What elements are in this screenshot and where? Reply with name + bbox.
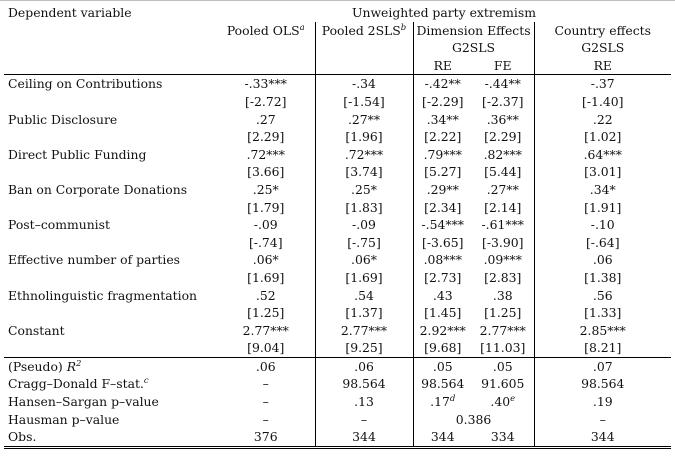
coefficient: .29** — [413, 181, 472, 199]
coefficient: .06 — [534, 251, 671, 269]
t-statistic: [5.44] — [484, 164, 522, 180]
t-statistic: [1.37] — [315, 304, 413, 322]
header-blank — [4, 22, 217, 40]
t-statistic: [-.75] — [315, 234, 413, 252]
coefficient: .82*** — [483, 146, 522, 162]
t-statistic: [2.83] — [484, 269, 522, 285]
model-header-1: Pooled 2SLS$^b$ — [315, 22, 413, 40]
coefficient: .56 — [534, 287, 671, 305]
stat-row-r2 — [4, 357, 671, 375]
hansen-footnote: d — [449, 393, 456, 404]
model-header-0: Pooled OLS$^a$ — [226, 22, 305, 38]
stat-value: 344 — [534, 428, 671, 447]
coefficient: .27** — [486, 181, 519, 197]
coefficient: 2.77*** — [479, 322, 526, 338]
t-statistic: [2.29] — [484, 129, 522, 145]
top-edge-rule — [0, 0, 675, 1]
stat-label-obs: Obs. — [4, 428, 217, 447]
stat-row-hausman — [4, 411, 671, 429]
stat-value: 344 — [315, 428, 413, 447]
tstat-blank — [4, 93, 217, 111]
coefficient: .72*** — [246, 146, 285, 162]
t-statistic: [1.69] — [315, 269, 413, 287]
coefficient: .34* — [534, 181, 671, 199]
effects-3: FE — [472, 57, 534, 75]
effects-1 — [315, 57, 413, 75]
stat-value: .17$^d$ — [413, 393, 472, 411]
t-statistic: [9.68] — [413, 339, 472, 357]
dependent-variable-name: Unweighted party extremism — [352, 5, 536, 20]
coefficient: .06* — [252, 252, 279, 268]
variable-label: Effective number of parties — [8, 252, 181, 268]
t-statistic: [2.22] — [413, 128, 472, 146]
t-statistic: [1.45] — [413, 304, 472, 322]
tstat-blank — [4, 199, 217, 217]
model-header-footnote-0: a — [299, 22, 305, 33]
variable-label: Public Disclosure — [8, 111, 118, 127]
coefficient: .25* — [315, 181, 413, 199]
tstat-blank — [4, 163, 217, 181]
regression-table — [4, 4, 671, 449]
t-statistic: [-2.29] — [413, 93, 472, 111]
coef-row — [4, 251, 671, 269]
coef-row — [4, 181, 671, 199]
t-statistic: [1.91] — [534, 199, 671, 217]
coefficient: .54 — [315, 287, 413, 305]
stat-label-hansen-sargan: Hansen–Sargan p–value — [8, 394, 159, 410]
t-statistic: [2.34] — [413, 199, 472, 217]
effects-4: RE — [534, 57, 671, 75]
coefficient: -.42** — [413, 75, 472, 93]
stat-value: – — [262, 376, 269, 392]
t-statistic: [2.14] — [484, 199, 522, 215]
coefficient: -.10 — [534, 216, 671, 234]
header-blank — [4, 57, 217, 75]
r2-sup: 2 — [76, 358, 82, 369]
header-row-dependent-variable — [4, 4, 671, 22]
stat-value: 0.386 — [413, 411, 534, 429]
stat-value: 91.605 — [481, 376, 525, 392]
tstat-blank — [4, 304, 217, 322]
t-statistic: [1.83] — [315, 199, 413, 217]
t-statistic: [-1.40] — [534, 93, 671, 111]
coefficient: .25* — [252, 181, 279, 197]
header-blank — [4, 39, 217, 57]
coef-row — [4, 111, 671, 129]
tstat-row — [4, 234, 671, 252]
coefficient: -.09 — [315, 216, 413, 234]
header-row-models — [4, 22, 671, 40]
cragg-donald-footnote: c — [143, 376, 149, 387]
stat-value: .19 — [534, 393, 671, 411]
coef-row — [4, 75, 671, 93]
coefficient: .64*** — [534, 146, 671, 164]
effects-0 — [217, 57, 315, 75]
t-statistic: [11.03] — [472, 339, 534, 357]
coefficient: .06* — [315, 251, 413, 269]
coefficient: .72*** — [315, 146, 413, 164]
hansen-footnote: e — [510, 393, 516, 404]
coefficient: .22 — [534, 111, 671, 129]
coefficient: -.09 — [253, 217, 278, 233]
r2-var: R — [66, 358, 77, 374]
coefficient: 2.77*** — [315, 322, 413, 340]
stat-value: 98.564 — [534, 375, 671, 393]
t-statistic: [5.27] — [413, 163, 472, 181]
stat-value: – — [534, 411, 671, 429]
tstat-row — [4, 163, 671, 181]
t-statistic: [9.25] — [315, 339, 413, 357]
variable-label: Direct Public Funding — [8, 146, 147, 162]
t-statistic: [-3.90] — [482, 234, 524, 250]
stat-row-obs — [4, 428, 671, 447]
header-row-effects — [4, 57, 671, 75]
t-statistic: [3.74] — [315, 163, 413, 181]
tstat-row — [4, 93, 671, 111]
stat-value: 376 — [217, 428, 315, 447]
estimator-2: G2SLS — [413, 39, 534, 57]
coefficient: .27 — [255, 111, 276, 127]
stat-value: – — [262, 394, 269, 410]
tstat-row — [4, 339, 671, 357]
coefficient: -.61*** — [481, 217, 524, 233]
t-statistic: [2.73] — [413, 269, 472, 287]
stat-value: – — [262, 411, 269, 427]
coefficient: .43 — [413, 287, 472, 305]
variable-label: Ban on Corporate Donations — [8, 181, 188, 197]
coefficient: .27** — [315, 111, 413, 129]
stat-value: .13 — [315, 393, 413, 411]
variable-label: Post–communist — [8, 217, 110, 233]
tstat-row — [4, 269, 671, 287]
coefficient: 2.85*** — [534, 322, 671, 340]
model-header-footnote-1: b — [400, 22, 407, 33]
stat-label-r2: (Pseudo) $R^2$ — [8, 358, 82, 374]
t-statistic: [9.04] — [217, 339, 315, 357]
t-statistic: [3.01] — [534, 163, 671, 181]
coef-row — [4, 287, 671, 305]
t-statistic: [1.69] — [247, 269, 285, 285]
stat-label-hausman: Hausman p–value — [8, 411, 120, 427]
t-statistic: [1.25] — [484, 305, 522, 321]
stat-value: 98.564 — [315, 375, 413, 393]
coefficient: -.34 — [315, 75, 413, 93]
stat-value: .05 — [492, 358, 513, 374]
stat-value: – — [315, 411, 413, 429]
estimator-0 — [217, 39, 315, 57]
coef-row — [4, 146, 671, 164]
t-statistic: [1.02] — [534, 128, 671, 146]
t-statistic: [-2.72] — [245, 93, 287, 109]
tstat-blank — [4, 269, 217, 287]
estimator-1 — [315, 39, 413, 57]
coefficient: 2.77*** — [242, 322, 289, 338]
variable-label: Ceiling on Contributions — [8, 76, 163, 92]
stat-value: 334 — [472, 428, 534, 447]
tstat-row — [4, 304, 671, 322]
stat-label-cragg-donald: Cragg–Donald F–stat.$^c$ — [8, 376, 149, 392]
tstat-row — [4, 199, 671, 217]
tstat-row — [4, 128, 671, 146]
t-statistic: [1.79] — [247, 199, 285, 215]
t-statistic: [2.29] — [247, 129, 285, 145]
model-header-2: Dimension Effects — [413, 22, 534, 40]
coefficient: .08*** — [413, 251, 472, 269]
stat-value: .07 — [534, 357, 671, 375]
t-statistic: [-.64] — [534, 234, 671, 252]
variable-label: Ethnolinguistic fragmentation — [8, 287, 198, 303]
coefficient: .09*** — [483, 252, 522, 268]
dependent-variable-label: Dependent variable — [8, 5, 132, 20]
t-statistic: [3.66] — [247, 164, 285, 180]
t-statistic: [1.96] — [315, 128, 413, 146]
effects-2: RE — [413, 57, 472, 75]
t-statistic: [-2.37] — [482, 93, 524, 109]
coefficient: 2.92*** — [413, 322, 472, 340]
variable-label: Constant — [8, 322, 65, 338]
coefficient: -.44** — [484, 76, 521, 92]
tstat-blank — [4, 128, 217, 146]
header-row-estimator — [4, 39, 671, 57]
coefficient: -.33*** — [244, 76, 287, 92]
t-statistic: [1.33] — [534, 304, 671, 322]
estimator-3: G2SLS — [534, 39, 671, 57]
stat-row-hansen-sargan — [4, 393, 671, 411]
stat-value: 344 — [413, 428, 472, 447]
coef-row — [4, 322, 671, 340]
coefficient: .34** — [413, 111, 472, 129]
t-statistic: [8.21] — [534, 339, 671, 357]
coefficient: .36** — [486, 111, 519, 127]
coef-row — [4, 216, 671, 234]
t-statistic: [-.74] — [248, 234, 283, 250]
t-statistic: [1.38] — [534, 269, 671, 287]
tstat-blank — [4, 234, 217, 252]
coefficient: .52 — [255, 287, 276, 303]
stat-row-cragg-donald — [4, 375, 671, 393]
t-statistic: [-1.54] — [315, 93, 413, 111]
t-statistic: [1.25] — [247, 305, 285, 321]
coefficient: .79*** — [413, 146, 472, 164]
model-header-3: Country effects — [534, 22, 671, 40]
t-statistic: [-3.65] — [413, 234, 472, 252]
coefficient: .38 — [492, 287, 513, 303]
stat-value: .06 — [315, 357, 413, 375]
coefficient: -.37 — [534, 75, 671, 93]
stat-value: .40e — [490, 393, 516, 410]
stat-value: .05 — [413, 357, 472, 375]
tstat-blank — [4, 339, 217, 357]
stat-value: 98.564 — [413, 375, 472, 393]
coefficient: -.54*** — [413, 216, 472, 234]
stat-value: .06 — [255, 358, 276, 374]
